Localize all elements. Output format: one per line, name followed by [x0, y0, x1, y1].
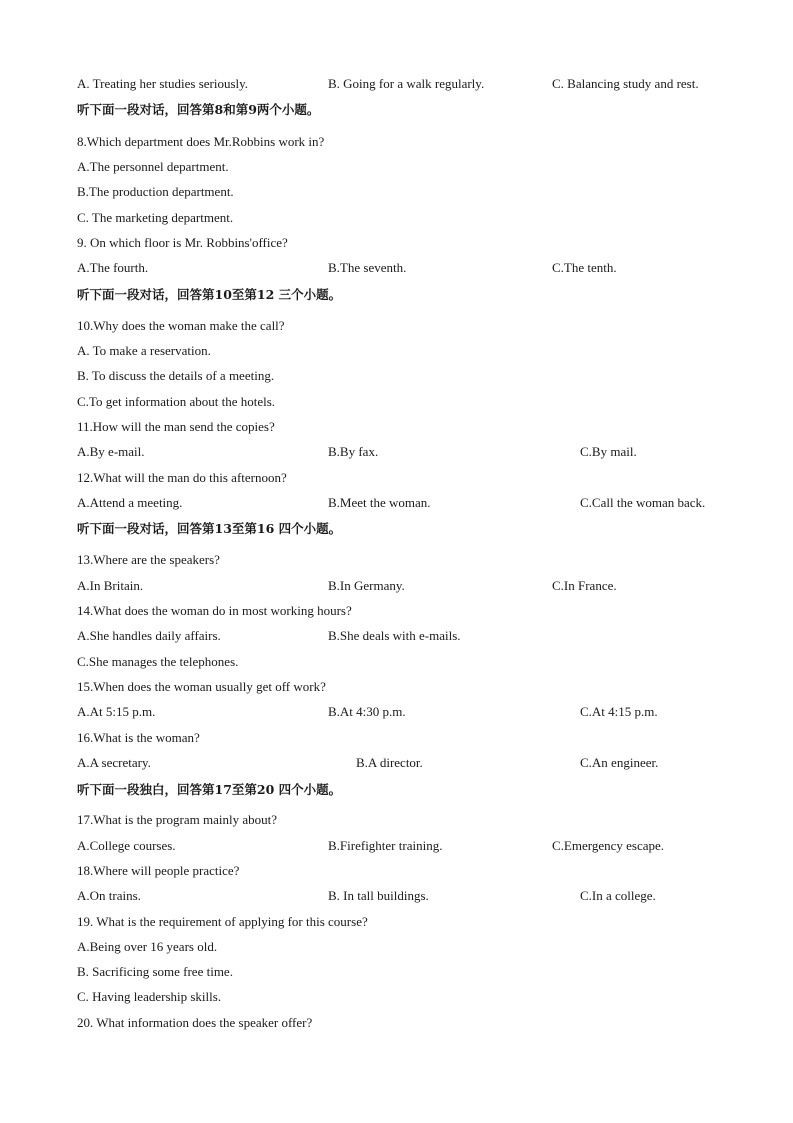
q18-option-a: A.On trains. — [77, 888, 141, 903]
q19-option-c: C. Having leadership skills. — [77, 989, 222, 1004]
q11-option-b: B.By fax. — [328, 444, 379, 459]
q17-option-a: A.College courses. — [77, 838, 176, 853]
q10-option-b: B. To discuss the details of a meeting. — [77, 368, 275, 383]
q14-option-c: C.She manages the telephones. — [77, 654, 239, 669]
q16-option-b: B.A director. — [356, 755, 423, 770]
q11-stem: 11.How will the man send the copies? — [77, 419, 275, 434]
q12-stem: 12.What will the man do this afternoon? — [77, 470, 287, 485]
q15-option-b: B.At 4:30 p.m. — [328, 704, 406, 719]
q14-option-a: A.She handles daily affairs. — [77, 628, 221, 643]
q7-option-c: C. Balancing study and rest. — [552, 76, 699, 91]
q16-stem: 16.What is the woman? — [77, 730, 200, 745]
q14-stem: 14.What does the woman do in most working hours? — [77, 603, 352, 618]
q13-option-b: B.In Germany. — [328, 578, 405, 593]
q19-option-b: B. Sacrificing some free time. — [77, 964, 233, 979]
q9-option-b: B.The seventh. — [328, 260, 407, 275]
q12-option-a: A.Attend a meeting. — [77, 495, 183, 510]
q8-stem: 8.Which department does Mr.Robbins work in? — [77, 134, 325, 149]
q9-option-c: C.The tenth. — [552, 260, 617, 275]
q9-option-a: A.The fourth. — [77, 260, 149, 275]
section-instruction-1: 听下面一段对话，回答第8和第9两个小题。 — [77, 102, 320, 117]
q20-stem: 20. What information does the speaker offer? — [77, 1015, 313, 1030]
q11-option-c: C.By mail. — [580, 444, 637, 459]
q19-stem: 19. What is the requirement of applying for this course? — [77, 914, 368, 929]
q15-stem: 15.When does the woman usually get off work? — [77, 679, 326, 694]
q15-option-a: A.At 5:15 p.m. — [77, 704, 156, 719]
q19-option-a: A.Being over 16 years old. — [77, 939, 218, 954]
q17-option-c: C.Emergency escape. — [552, 838, 665, 853]
q13-option-a: A.In Britain. — [77, 578, 144, 593]
q13-option-c: C.In France. — [552, 578, 617, 593]
q16-option-c: C.An engineer. — [580, 755, 659, 770]
q16-option-a: A.A secretary. — [77, 755, 151, 770]
q12-option-c: C.Call the woman back. — [580, 495, 706, 510]
q9-stem: 9. On which floor is Mr. Robbins'office? — [77, 235, 288, 250]
q17-option-b: B.Firefighter training. — [328, 838, 443, 853]
q8-option-c: C. The marketing department. — [77, 210, 234, 225]
q12-option-b: B.Meet the woman. — [328, 495, 431, 510]
q18-option-b: B. In tall buildings. — [328, 888, 429, 903]
q11-option-a: A.By e-mail. — [77, 444, 145, 459]
q17-stem: 17.What is the program mainly about? — [77, 812, 278, 827]
q13-stem: 13.Where are the speakers? — [77, 552, 220, 567]
q18-option-c: C.In a college. — [580, 888, 656, 903]
q15-option-c: C.At 4:15 p.m. — [580, 704, 658, 719]
section-instruction-3: 听下面一段对话，回答第13至第16 四个小题。 — [77, 521, 342, 536]
section-instruction-4: 听下面一段独白，回答第17至第20 四个小题。 — [77, 782, 342, 797]
q10-option-a: A. To make a reservation. — [77, 343, 211, 358]
q8-option-b: B.The production department. — [77, 184, 234, 199]
q10-stem: 10.Why does the woman make the call? — [77, 318, 285, 333]
q7-option-b: B. Going for a walk regularly. — [328, 76, 485, 91]
q7-option-a: A. Treating her studies seriously. — [77, 76, 249, 91]
q18-stem: 18.Where will people practice? — [77, 863, 240, 878]
q10-option-c: C.To get information about the hotels. — [77, 394, 276, 409]
q8-option-a: A.The personnel department. — [77, 159, 229, 174]
section-instruction-2: 听下面一段对话，回答第10至第12 三个小题。 — [77, 287, 342, 302]
q14-option-b: B.She deals with e-mails. — [328, 628, 461, 643]
